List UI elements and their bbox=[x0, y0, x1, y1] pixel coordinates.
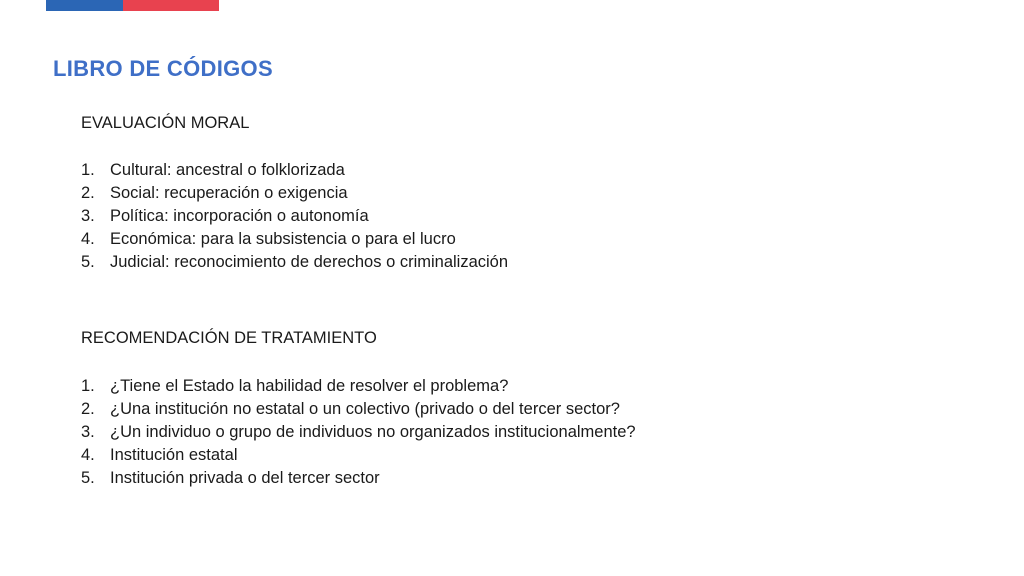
item-number: 1. bbox=[81, 161, 95, 179]
item-text: Judicial: reconocimiento de derechos o criminalización bbox=[110, 253, 509, 271]
slide-title: LIBRO DE CÓDIGOS bbox=[53, 56, 273, 81]
item-number: 5. bbox=[81, 253, 95, 271]
item-text: ¿Tiene el Estado la habilidad de resolver el problema? bbox=[110, 377, 509, 395]
flag-color-bar bbox=[46, 0, 219, 11]
section-heading-evaluacion-moral: EVALUACIÓN MORAL bbox=[81, 114, 250, 132]
list-item bbox=[81, 159, 508, 182]
list-item bbox=[81, 375, 636, 398]
list-evaluacion-moral bbox=[81, 159, 508, 274]
section-heading-recomendacion-tratamiento: RECOMENDACIÓN DE TRATAMIENTO bbox=[81, 329, 377, 347]
item-text: Social: recuperación o exigencia bbox=[110, 184, 348, 202]
list-item bbox=[81, 182, 508, 205]
item-number: 2. bbox=[81, 184, 95, 202]
item-text: Institución privada o del tercer sector bbox=[110, 469, 380, 487]
flag-blue-stripe bbox=[46, 0, 123, 11]
item-number: 4. bbox=[81, 446, 95, 464]
item-text: ¿Una institución no estatal o un colectivo (privado o del tercer sector? bbox=[110, 400, 620, 418]
list-item bbox=[81, 467, 636, 490]
flag-red-stripe bbox=[123, 0, 219, 11]
item-number: 5. bbox=[81, 469, 95, 487]
list-item bbox=[81, 444, 636, 467]
list-item bbox=[81, 421, 636, 444]
item-number: 3. bbox=[81, 423, 95, 441]
item-text: ¿Un individuo o grupo de individuos no organizados institucionalmente? bbox=[110, 423, 636, 441]
item-number: 3. bbox=[81, 207, 95, 225]
item-number: 4. bbox=[81, 230, 95, 248]
item-number: 2. bbox=[81, 400, 95, 418]
list-recomendacion-tratamiento bbox=[81, 375, 636, 490]
item-text: Cultural: ancestral o folklorizada bbox=[110, 161, 345, 179]
item-text: Institución estatal bbox=[110, 446, 238, 464]
list-item bbox=[81, 251, 508, 274]
list-item bbox=[81, 398, 636, 421]
item-text: Económica: para la subsistencia o para el lucro bbox=[110, 230, 456, 248]
item-number: 1. bbox=[81, 377, 95, 395]
list-item bbox=[81, 228, 508, 251]
item-text: Política: incorporación o autonomía bbox=[110, 207, 369, 225]
list-item bbox=[81, 205, 508, 228]
